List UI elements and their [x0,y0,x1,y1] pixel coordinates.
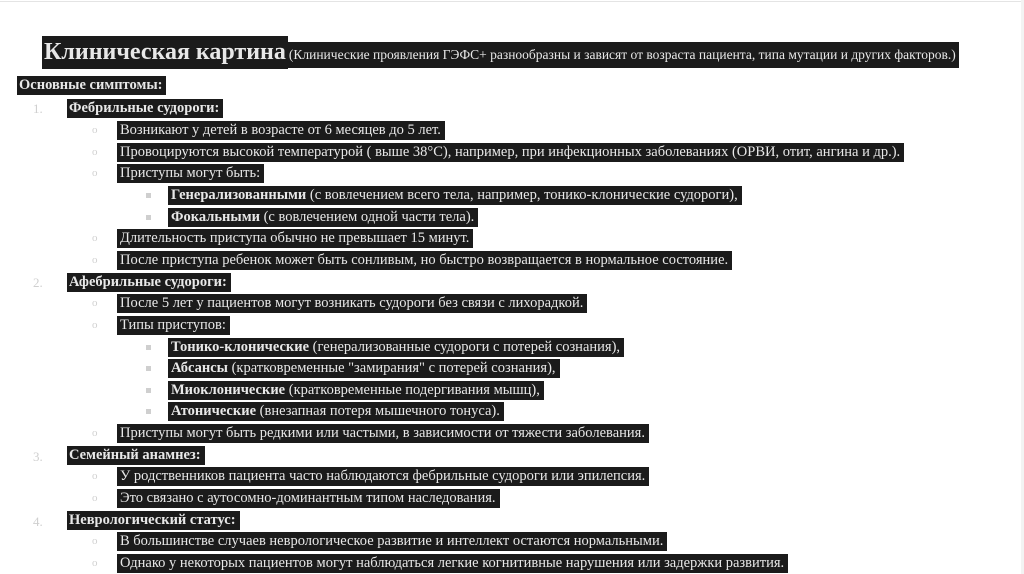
list-number-2: 2. [33,275,43,290]
section-heading: Основные симптомы: [17,76,166,95]
list-item [168,186,742,205]
febrile-bullet-1: Возникают у детей в возрасте от 6 месяцев до 5 лет. [117,121,445,140]
afebrile-sub-3: Миоклонические (кратковременные подергивания мышц), [168,381,544,400]
section-heading-row [17,76,166,95]
neuro-bullet-1: В большинстве случаев неврологическое развитие и интеллект остаются нормальными. [117,532,667,551]
afebrile-sub-2: Абсансы (кратковременные "замирания" с потерей сознания), [168,359,560,378]
list-item [168,208,478,227]
bullet-circle: o [92,492,98,504]
family-bullet-1: У родственников пациента часто наблюдаются фебрильные судороги или эпилепсия. [117,467,649,486]
bullet-circle: o [92,470,98,482]
bullet-square [146,215,151,220]
top-border [0,1,1024,2]
bullet-circle: o [92,427,98,439]
febrile-bullet-3: Приступы могут быть: [117,164,264,183]
bullet-square [146,193,151,198]
bullet-square [146,366,151,371]
afebrile-bullet-1: После 5 лет у пациентов могут возникать судороги без связи с лихорадкой. [117,294,587,313]
afebrile-bullet-2: Типы приступов: [117,316,230,335]
list-item [117,316,230,335]
bullet-circle: o [92,297,98,309]
bullet-circle: o [92,254,98,266]
bullet-circle: o [92,124,98,136]
bullet-circle: o [92,535,98,547]
afebrile-sub-1: Тонико-клонические (генерализованные судороги с потерей сознания), [168,338,624,357]
family-bullet-2: Это связано с аутосомно-доминантным типом наследования. [117,489,500,508]
febrile-sub-2: Фокальными (с вовлечением одной части тела). [168,208,478,227]
list-item [117,554,788,573]
title-row [42,40,959,72]
febrile-bullet-5: После приступа ребенок может быть сонливым, но быстро возвращается в нормальное состояние. [117,251,732,270]
bullet-circle: o [92,319,98,331]
list-item [117,251,732,270]
bullet-circle: o [92,232,98,244]
list-item [168,402,504,421]
list-item [117,164,264,183]
list-item-afebrile [67,273,231,292]
list-item-family [67,446,205,465]
list-item-febrile [67,99,223,118]
afebrile-bullet-3: Приступы могут быть редкими или частыми, в зависимости от тяжести заболевания. [117,424,649,443]
list-item [168,381,544,400]
neuro-bullet-2: Однако у некоторых пациентов могут наблюдаться легкие когнитивные нарушения или задержки развития. [117,554,788,573]
list-number-4: 4. [33,514,43,529]
family-heading: Семейный анамнез: [67,446,205,465]
list-item [117,294,587,313]
list-item [117,489,500,508]
page-title: Клиническая картина [42,36,288,69]
list-number-1: 1. [33,101,43,116]
bullet-square [146,345,151,350]
list-number-3: 3. [33,449,43,464]
bullet-square [146,388,151,393]
bullet-square [146,409,151,414]
febrile-bullet-4: Длительность приступа обычно не превышает 15 минут. [117,229,473,248]
bullet-circle: o [92,146,98,158]
afebrile-heading: Афебрильные судороги: [67,273,231,292]
list-item [117,532,667,551]
bullet-circle: o [92,557,98,569]
febrile-bullet-2: Провоцируются высокой температурой ( выше 38°C), например, при инфекционных заболеваниях (ОРВИ, отит, ангина и др.). [117,143,904,162]
list-item-neuro [67,511,240,530]
list-item [117,143,904,162]
list-item [117,467,649,486]
list-item [117,424,649,443]
list-item [117,121,445,140]
list-item [168,338,624,357]
list-item [117,229,473,248]
page-subtitle: (Клинические проявления ГЭФС+ разнообразны и зависят от возраста пациента, типа мутации и других факторов.) [288,42,959,68]
afebrile-sub-4: Атонические (внезапная потеря мышечного тонуса). [168,402,504,421]
febrile-heading: Фебрильные судороги: [67,99,223,118]
bullet-circle: o [92,167,98,179]
list-item [168,359,560,378]
neuro-heading: Неврологический статус: [67,511,240,530]
febrile-sub-1: Генерализованными (с вовлечением всего тела, например, тонико-клонические судороги), [168,186,742,205]
